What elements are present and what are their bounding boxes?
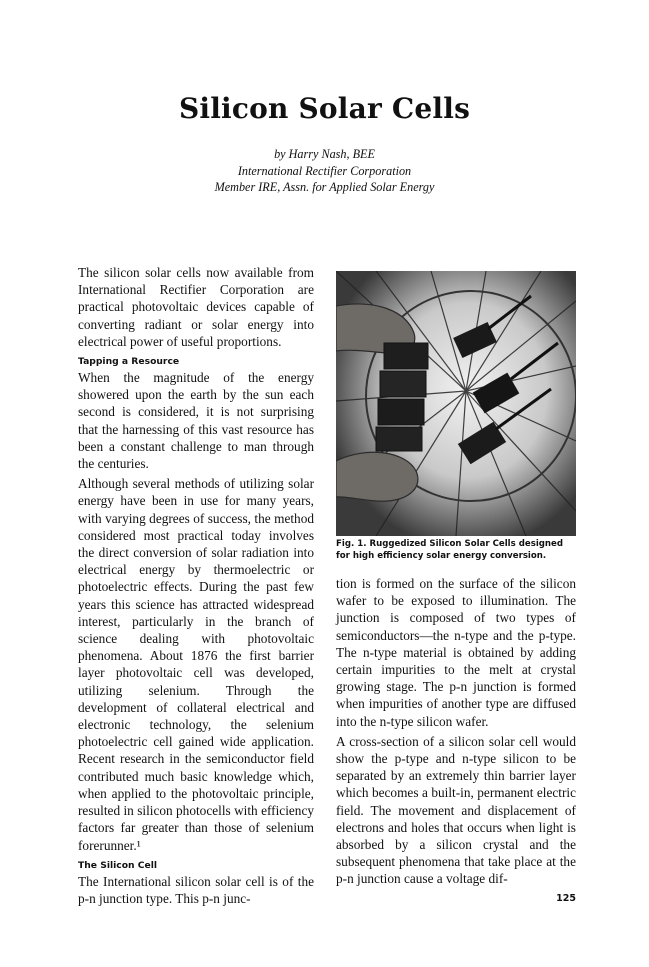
section-heading-silicon-cell: The Silicon Cell bbox=[78, 859, 158, 871]
membership-line: Member IRE, Assn. for Applied Solar Energy bbox=[214, 180, 435, 194]
paragraph-junction-continued: tion is formed on the surface of the silicon wafer to be exposed to illumination. The junction is composed of two types of semiconductors—the n-type and the p-type. The n-type material is obtained by adding certain impurities to the melt at crystal growing stage. The p-n junction is formed when impurities of another type are diffused into the n-type silicon wafer. bbox=[336, 576, 576, 729]
page-number: 125 bbox=[556, 893, 576, 904]
solar-cells-photo-illustration bbox=[336, 271, 576, 536]
affiliation-line: International Rectifier Corporation bbox=[237, 163, 412, 178]
intro-paragraph: The silicon solar cells now available from International Rectifier Corporation are practical photovoltaic devices capable of converting radiant or solar energy into electrical power of useful proportions. bbox=[78, 265, 314, 349]
paragraph-cross-section: A cross-section of a silicon solar cell would show the p-type and n-type silicon to be separated by an extremely thin barrier layer which becomes a built-in, permanent electric field. The movement and displacement of electrons and holes that occurs when light is absorbed by a silicon crystal and the subsequent phenomena that take place at the p-n junction cause a voltage dif- bbox=[336, 733, 576, 887]
article-title: Silicon Solar Cells bbox=[178, 92, 471, 125]
left-column bbox=[78, 264, 314, 907]
author-line: by Harry Nash, BEE bbox=[274, 147, 375, 161]
section-heading-resource: Tapping a Resource bbox=[78, 356, 180, 368]
right-column bbox=[336, 575, 576, 888]
byline bbox=[0, 146, 649, 196]
paragraph-resource-1: When the magnitude of the energy showered upon the earth by the sun each second is considered, it is not surprising that the harnessing of this vast resource has been a constant challenge to man through the centuries. bbox=[78, 370, 314, 472]
figure-photo bbox=[336, 271, 576, 536]
paragraph-resource-2: Although several methods of utilizing solar energy have been in use for many years, with varying degrees of success, the method considered most practical today involves the direct conversion of solar radiation into electrical energy by thermoelectric or photoelectric effects. During the past few years this science has attracted widespread interest, particularly in the branch of science dealing with photovoltaic phenomena. About 1876 the first barrier layer photovoltaic cell was developed, utilizing selenium. Through the development of collateral electrical and electronic technology, the selenium photoelectric cell gained wide application. Recent research in the semiconductor field contributed much basic knowledge which, when applied to the photovoltaic principle, resulted in silicon photocells with efficiency factors far greater than those of selenium forerunner.¹ bbox=[78, 476, 314, 853]
figure-caption: Fig. 1. Ruggedized Silicon Solar Cells designed for high efficiency solar energy conversion. bbox=[336, 539, 564, 561]
paragraph-silicon-cell-start: The International silicon solar cell is of the p-n junction type. This p-n junc- bbox=[78, 873, 314, 906]
